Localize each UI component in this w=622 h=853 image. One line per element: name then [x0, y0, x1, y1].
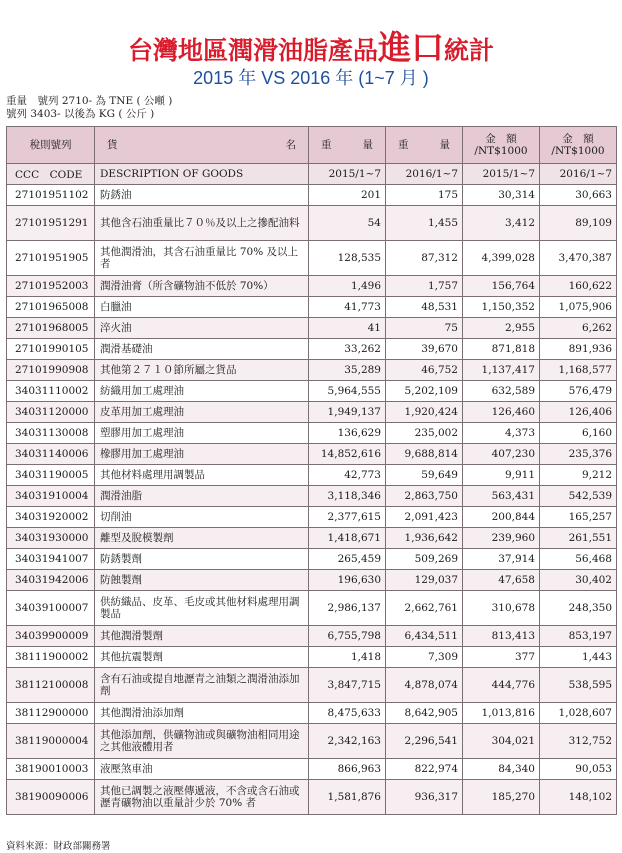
amount-2015-cell: 84,340 — [463, 759, 540, 780]
weight-2016-cell: 2,091,423 — [386, 507, 463, 528]
table-row — [7, 423, 617, 444]
weight-2015-cell: 41,773 — [309, 297, 386, 318]
code-cell: 27101968005 — [7, 318, 95, 339]
amount-2016-cell: 30,402 — [540, 570, 617, 591]
name-cell: 其他第２７１０節所屬之貨品 — [95, 360, 309, 381]
name-cell: 防銹油 — [95, 185, 309, 206]
weight-2016-cell: 7,309 — [386, 647, 463, 668]
weight-2016-cell: 48,531 — [386, 297, 463, 318]
amount-2016-cell: 1,168,577 — [540, 360, 617, 381]
weight-2015-cell: 1,949,137 — [309, 402, 386, 423]
weight-2016-cell: 39,670 — [386, 339, 463, 360]
amount-2015-cell: 632,589 — [463, 381, 540, 402]
weight-2016-cell: 59,649 — [386, 465, 463, 486]
table-row — [7, 465, 617, 486]
name-cell: 離型及脫模製劑 — [95, 528, 309, 549]
name-cell: 其他抗震製劑 — [95, 647, 309, 668]
table-row — [7, 507, 617, 528]
name-cell: 切削油 — [95, 507, 309, 528]
weight-2016-cell: 1,936,642 — [386, 528, 463, 549]
weight-2015-cell: 8,475,633 — [309, 703, 386, 724]
name-cell: 含有石油或提自地瀝青之油類之潤滑油添加劑 — [95, 668, 309, 703]
code-cell: 38111900002 — [7, 647, 95, 668]
table-row — [7, 185, 617, 206]
amount-2015-cell: 377 — [463, 647, 540, 668]
import-statistics-table — [6, 126, 617, 815]
table-row — [7, 297, 617, 318]
weight-2015-cell: 54 — [309, 206, 386, 241]
amount-2016-cell: 853,197 — [540, 626, 617, 647]
amount-2015-cell: 304,021 — [463, 724, 540, 759]
amount-2016-cell: 1,075,906 — [540, 297, 617, 318]
weight-2016-cell: 1,757 — [386, 276, 463, 297]
weight-2015-cell: 1,496 — [309, 276, 386, 297]
amount-2016-cell: 576,479 — [540, 381, 617, 402]
amount-2016-cell: 261,551 — [540, 528, 617, 549]
name-cell: 供紡織品、皮革、毛皮或其他材料處理用調製品 — [95, 591, 309, 626]
name-cell: 橡膠用加工處理油 — [95, 444, 309, 465]
amount-2016-cell: 312,752 — [540, 724, 617, 759]
amount-2015-cell: 871,818 — [463, 339, 540, 360]
name-cell: 防蝕製劑 — [95, 570, 309, 591]
amount-2015-cell: 4,373 — [463, 423, 540, 444]
page-subtitle: 2015 年 VS 2016 年 (1~7 月 ) — [193, 68, 429, 88]
weight-2015-cell: 2,986,137 — [309, 591, 386, 626]
amount-2015-cell: 310,678 — [463, 591, 540, 626]
code-cell: 27101951102 — [7, 185, 95, 206]
amount-2015-cell: 126,460 — [463, 402, 540, 423]
code-cell: 27101951905 — [7, 241, 95, 276]
amount-2015-cell: 1,150,352 — [463, 297, 540, 318]
weight-2015-cell: 3,847,715 — [309, 668, 386, 703]
name-cell: 塑膠用加工處理油 — [95, 423, 309, 444]
name-cell: 淬火油 — [95, 318, 309, 339]
name-cell: 其他潤滑製劑 — [95, 626, 309, 647]
page-title — [0, 22, 622, 69]
code-cell: 34031920002 — [7, 507, 95, 528]
name-cell: 其他添加劑，供礦物油或與礦物油相同用途之其他液體用者 — [95, 724, 309, 759]
amount-2015-cell: 407,230 — [463, 444, 540, 465]
amount-2016-cell: 1,443 — [540, 647, 617, 668]
amount-2016-cell: 248,350 — [540, 591, 617, 626]
name-cell: 皮革用加工處理油 — [95, 402, 309, 423]
table-row — [7, 381, 617, 402]
header-weight-2016: 重 量 — [386, 127, 463, 164]
code-cell: 27101965008 — [7, 297, 95, 318]
amount-2016-cell: 538,595 — [540, 668, 617, 703]
table-row — [7, 591, 617, 626]
amount-2016-cell: 148,102 — [540, 780, 617, 815]
amount-2015-cell: 813,413 — [463, 626, 540, 647]
amount-2015-cell: 37,914 — [463, 549, 540, 570]
header-code: 稅則號列 — [7, 127, 95, 164]
weight-2015-cell: 265,459 — [309, 549, 386, 570]
amount-2015-cell: 563,431 — [463, 486, 540, 507]
weight-2015-cell: 128,535 — [309, 241, 386, 276]
name-cell: 白臘油 — [95, 297, 309, 318]
unit-note-1: 重量 號列 2710- 為 TNE ( 公噸 ) — [6, 95, 173, 107]
amount-2015-cell: 2,955 — [463, 318, 540, 339]
amount-2016-cell: 542,539 — [540, 486, 617, 507]
name-cell: 潤滑油脂 — [95, 486, 309, 507]
table-row — [7, 276, 617, 297]
weight-2016-cell: 822,974 — [386, 759, 463, 780]
weight-2015-cell: 196,630 — [309, 570, 386, 591]
code-cell: 27101990105 — [7, 339, 95, 360]
name-cell: 紡織用加工處理油 — [95, 381, 309, 402]
name-cell: 其他材料處理用調製品 — [95, 465, 309, 486]
amount-2016-cell: 9,212 — [540, 465, 617, 486]
name-cell: 其他已調製之液壓傳遞液，不含或含石油或瀝青礦物油以重量計少於 70% 者 — [95, 780, 309, 815]
table-row — [7, 444, 617, 465]
amount-2015-cell: 444,776 — [463, 668, 540, 703]
weight-2015-cell: 3,118,346 — [309, 486, 386, 507]
amount-2016-cell: 6,262 — [540, 318, 617, 339]
code-cell: 34031120000 — [7, 402, 95, 423]
amount-2015-cell: 239,960 — [463, 528, 540, 549]
amount-2016-cell: 3,470,387 — [540, 241, 617, 276]
table-row — [7, 360, 617, 381]
amount-2015-cell: 156,764 — [463, 276, 540, 297]
amount-2016-cell: 6,160 — [540, 423, 617, 444]
unit-note-2: 號列 3403- 以後為 KG ( 公斤 ) — [6, 108, 155, 120]
name-cell: 其他潤滑油，其含石油重量比 70% 及以上者 — [95, 241, 309, 276]
amount-2015-cell: 3,412 — [463, 206, 540, 241]
weight-2016-cell: 8,642,905 — [386, 703, 463, 724]
weight-2015-cell: 5,964,555 — [309, 381, 386, 402]
code-cell: 38119000004 — [7, 724, 95, 759]
weight-2016-cell: 1,455 — [386, 206, 463, 241]
code-cell: 38190090006 — [7, 780, 95, 815]
header-goods: 貨 名 — [95, 127, 309, 164]
amount-2015-cell: 9,911 — [463, 465, 540, 486]
weight-2016-cell: 2,863,750 — [386, 486, 463, 507]
amount-2015-cell: 4,399,028 — [463, 241, 540, 276]
amount-2016-cell: 891,936 — [540, 339, 617, 360]
header-amount-2016: 金 額 /NT$1000 — [540, 127, 617, 164]
table-row — [7, 703, 617, 724]
weight-2016-cell: 9,688,814 — [386, 444, 463, 465]
code-cell: 27101952003 — [7, 276, 95, 297]
table-row — [7, 647, 617, 668]
weight-2016-cell: 936,317 — [386, 780, 463, 815]
amount-2016-cell: 126,406 — [540, 402, 617, 423]
weight-2016-cell: 2,296,541 — [386, 724, 463, 759]
weight-2016-cell: 235,002 — [386, 423, 463, 444]
header-weight-2015: 重 量 — [309, 127, 386, 164]
weight-2015-cell: 14,852,616 — [309, 444, 386, 465]
weight-2015-cell: 35,289 — [309, 360, 386, 381]
code-cell: 34031110002 — [7, 381, 95, 402]
table-row — [7, 780, 617, 815]
weight-2015-cell: 2,377,615 — [309, 507, 386, 528]
table-row — [7, 549, 617, 570]
weight-2015-cell: 6,755,798 — [309, 626, 386, 647]
code-cell: 27101990908 — [7, 360, 95, 381]
weight-2016-cell: 46,752 — [386, 360, 463, 381]
weight-2015-cell: 1,418,671 — [309, 528, 386, 549]
code-cell: 38112100008 — [7, 668, 95, 703]
weight-2016-cell: 4,878,074 — [386, 668, 463, 703]
code-cell: 34031942006 — [7, 570, 95, 591]
amount-2015-cell: 1,013,816 — [463, 703, 540, 724]
code-cell: 34031910004 — [7, 486, 95, 507]
table-row — [7, 528, 617, 549]
table-row — [7, 206, 617, 241]
amount-2015-cell: 200,844 — [463, 507, 540, 528]
name-cell: 防銹製劑 — [95, 549, 309, 570]
amount-2015-cell: 47,658 — [463, 570, 540, 591]
table-row — [7, 486, 617, 507]
table-row — [7, 724, 617, 759]
table-row — [7, 241, 617, 276]
subheader-row: CCC CODE DESCRIPTION OF GOODS 2015/1~7 2016/1~7 2015/1~7 2016/1~7 — [7, 164, 617, 185]
weight-2016-cell: 129,037 — [386, 570, 463, 591]
code-cell: 34031930000 — [7, 528, 95, 549]
code-cell: 34031190005 — [7, 465, 95, 486]
code-cell: 34031941007 — [7, 549, 95, 570]
title-part3: 統計 — [444, 36, 495, 65]
weight-2016-cell: 5,202,109 — [386, 381, 463, 402]
amount-2015-cell: 1,137,417 — [463, 360, 540, 381]
weight-2015-cell: 201 — [309, 185, 386, 206]
code-cell: 38112900000 — [7, 703, 95, 724]
name-cell: 其他潤滑油添加劑 — [95, 703, 309, 724]
weight-2016-cell: 87,312 — [386, 241, 463, 276]
name-cell: 潤滑油膏（所含礦物油不低於 70%） — [95, 276, 309, 297]
amount-2015-cell: 185,270 — [463, 780, 540, 815]
weight-2016-cell: 75 — [386, 318, 463, 339]
amount-2016-cell: 89,109 — [540, 206, 617, 241]
weight-2016-cell: 175 — [386, 185, 463, 206]
weight-2016-cell: 509,269 — [386, 549, 463, 570]
table-row — [7, 668, 617, 703]
table-row — [7, 339, 617, 360]
data-source: 資料來源：財政部關務署 — [6, 841, 111, 852]
weight-2015-cell: 1,581,876 — [309, 780, 386, 815]
code-cell: 27101951291 — [7, 206, 95, 241]
table-row — [7, 402, 617, 423]
code-cell: 34039900009 — [7, 626, 95, 647]
weight-2016-cell: 6,434,511 — [386, 626, 463, 647]
amount-2016-cell: 56,468 — [540, 549, 617, 570]
amount-2016-cell: 160,622 — [540, 276, 617, 297]
table-row — [7, 759, 617, 780]
weight-2015-cell: 1,418 — [309, 647, 386, 668]
weight-2015-cell: 866,963 — [309, 759, 386, 780]
table-row — [7, 318, 617, 339]
table-row — [7, 570, 617, 591]
weight-2015-cell: 42,773 — [309, 465, 386, 486]
header-amount-2015: 金 額 /NT$1000 — [463, 127, 540, 164]
code-cell: 34031140006 — [7, 444, 95, 465]
name-cell: 其他含石油重量比７０％及以上之摻配油料 — [95, 206, 309, 241]
amount-2016-cell: 165,257 — [540, 507, 617, 528]
title-part1: 台灣地區潤滑油脂產品 — [127, 36, 378, 65]
code-cell: 38190010003 — [7, 759, 95, 780]
table-row — [7, 626, 617, 647]
name-cell: 液壓煞車油 — [95, 759, 309, 780]
code-cell: 34039100007 — [7, 591, 95, 626]
code-cell: 34031130008 — [7, 423, 95, 444]
weight-2016-cell: 1,920,424 — [386, 402, 463, 423]
weight-2015-cell: 136,629 — [309, 423, 386, 444]
amount-2016-cell: 235,376 — [540, 444, 617, 465]
title-part2: 進口 — [378, 28, 444, 67]
amount-2016-cell: 30,663 — [540, 185, 617, 206]
amount-2016-cell: 1,028,607 — [540, 703, 617, 724]
amount-2015-cell: 30,314 — [463, 185, 540, 206]
amount-2016-cell: 90,053 — [540, 759, 617, 780]
name-cell: 潤滑基礎油 — [95, 339, 309, 360]
weight-2015-cell: 41 — [309, 318, 386, 339]
weight-2016-cell: 2,662,761 — [386, 591, 463, 626]
weight-2015-cell: 2,342,163 — [309, 724, 386, 759]
weight-2015-cell: 33,262 — [309, 339, 386, 360]
